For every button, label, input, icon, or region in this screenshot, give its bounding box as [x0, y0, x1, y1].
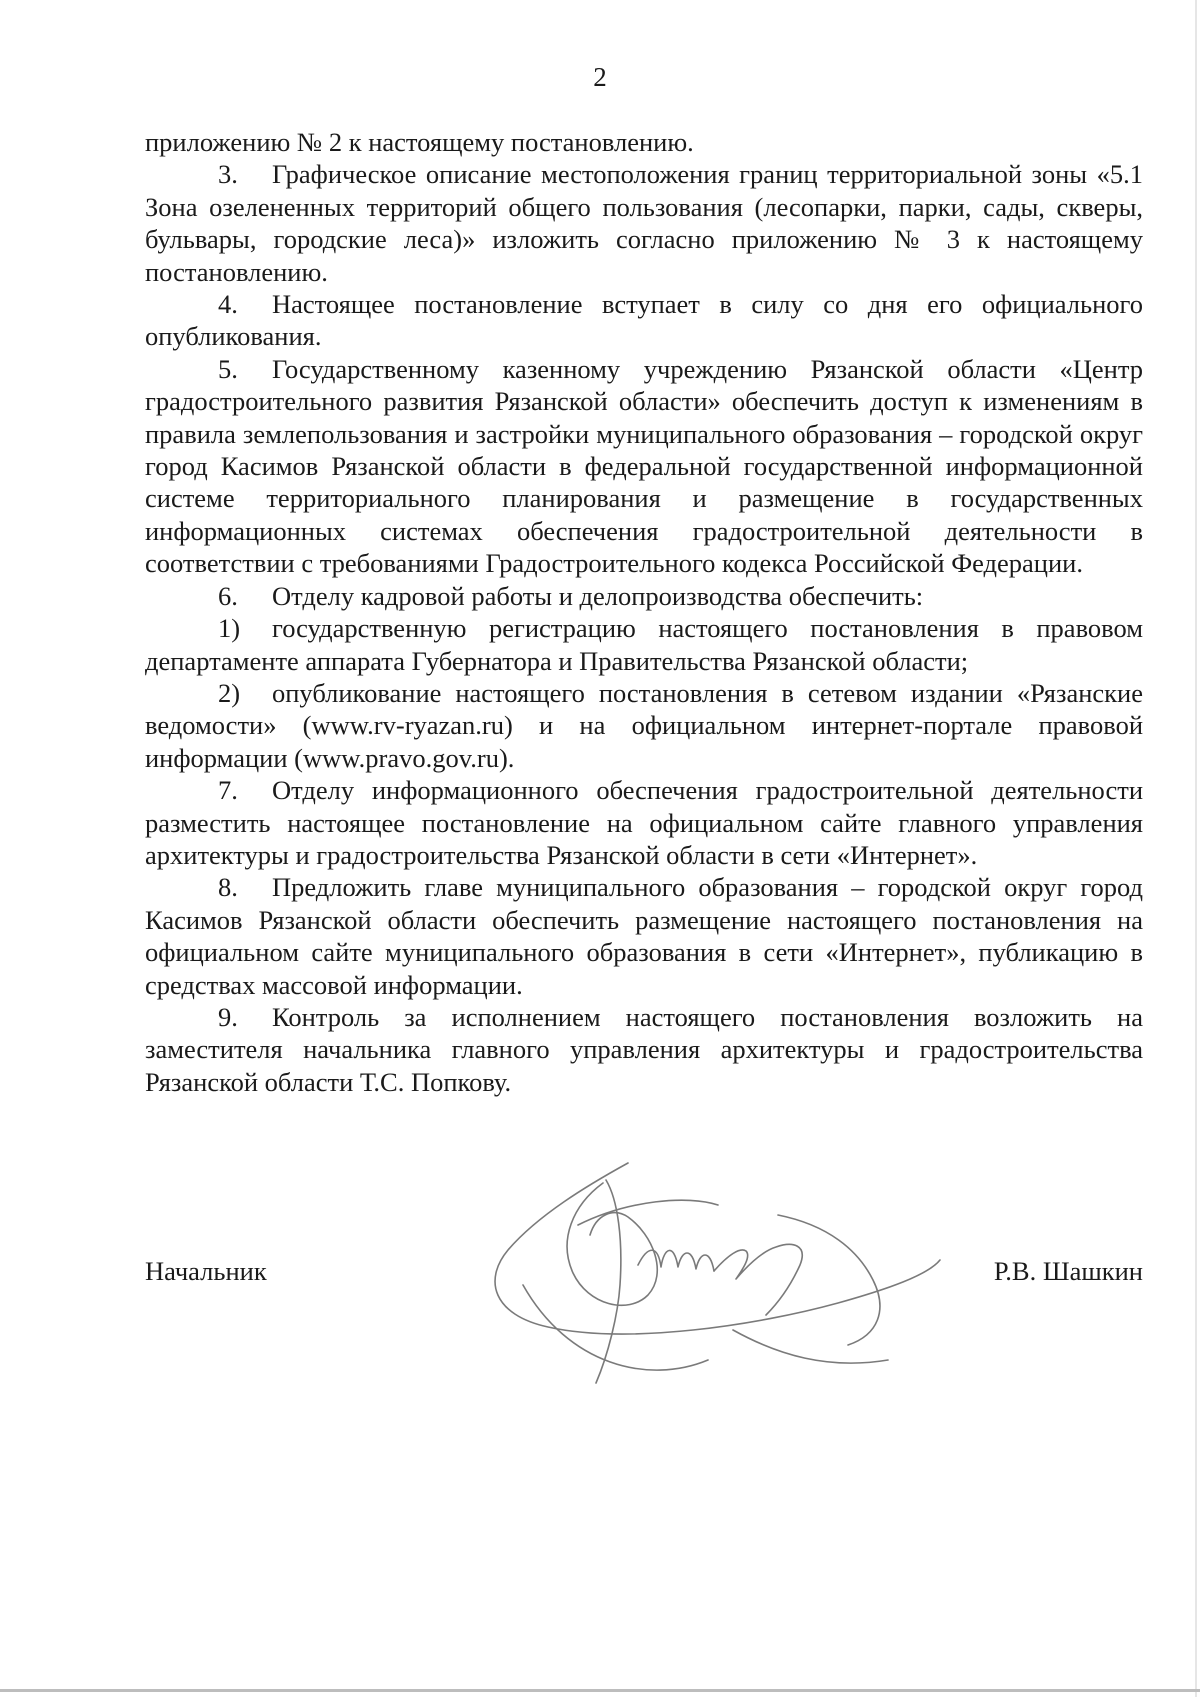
paragraph-subitem-2	[145, 677, 1143, 774]
paragraph-text: Настоящее постановление вступает в силу со дня его официального опубликования.	[145, 289, 1143, 352]
paragraph-text: государственную регистрацию настоящего постановления в правовом департаменте аппарата Губернатора и Правительства Рязанской области;	[145, 613, 1143, 676]
scan-edge-right	[1195, 0, 1197, 1697]
paragraph-text: Контроль за исполнением настоящего постановления возложить на заместителя начальника главного управления архитектуры и градостроительства Рязанской области Т.С. Попкову.	[145, 1001, 1143, 1097]
item-marker: 1)	[218, 613, 241, 644]
item-marker: 7.	[218, 775, 238, 806]
paragraph-text: Отделу информационного обеспечения градостроительной деятельности разместить настоящее постановление на официальном сайте главного управления архитектуры и градостроительства Рязанской области в сети «Интернет».	[145, 775, 1143, 870]
paragraph-item-4	[145, 288, 1143, 353]
signatory-name: Р.В. Шашкин	[993, 1256, 1143, 1286]
item-marker: 4.	[218, 289, 238, 320]
paragraph-text: Предложить главе муниципального образования – городской округ город Касимов Рязанской области обеспечить размещение настоящего постановления на официальном сайте муниципального образования в сети «Интернет», публикацию в средствах массовой информации.	[145, 872, 1143, 1000]
paragraph-item-5	[145, 353, 1143, 580]
paragraph-item-7	[145, 774, 1143, 871]
paragraph-subitem-1	[145, 612, 1143, 677]
paragraph-item-8	[145, 871, 1143, 1001]
item-marker: 8.	[218, 872, 238, 903]
paragraph-item-6	[145, 580, 1143, 612]
signatory-position: Начальник	[145, 1256, 267, 1286]
page-number: 2	[593, 62, 607, 92]
item-marker: 2)	[218, 677, 241, 708]
paragraph-item-9	[145, 1001, 1143, 1098]
paragraph-item-3	[145, 158, 1143, 288]
paragraph-continuation	[145, 126, 1143, 158]
paragraph-text: опубликование настоящего постановления в сетевом издании «Рязанские ведомости» (www.rv-ryazan.ru) и на официальном интернет-портале правовой информации (www.pravo.gov.ru).	[145, 677, 1143, 773]
document-body	[145, 126, 1143, 1098]
item-marker: 5.	[218, 353, 238, 384]
handwritten-signature	[478, 1155, 948, 1390]
paragraph-text: Государственному казенному учреждению Рязанской области «Центр градостроительного развития Рязанской области» обеспечить доступ к изменениям в правила землепользования и застройки муниципального образования – городской округ город Касимов Рязанской области в федеральной государственной информационной системе территориального планирования и размещение в государственных информационных системах обеспечения градостроительной деятельности в соответствии с требованиями Градостроительного кодекса Российской Федерации.	[145, 353, 1143, 579]
item-marker: 3.	[218, 159, 238, 190]
item-marker: 6.	[218, 580, 238, 611]
paragraph-text: приложению № 2 к настоящему постановлению.	[145, 127, 694, 157]
paragraph-text: Графическое описание местоположения границ территориальной зоны «5.1 Зона озелененных территорий общего пользования (лесопарки, парки, сады, скверы, бульвары, городские леса)» изложить согласно приложению № 3 к настоящему постановлению.	[145, 159, 1143, 287]
item-marker: 9.	[218, 1001, 238, 1032]
scan-edge-bottom	[0, 1689, 1200, 1692]
paragraph-text: Отделу кадровой работы и делопроизводства обеспечить:	[272, 580, 924, 611]
